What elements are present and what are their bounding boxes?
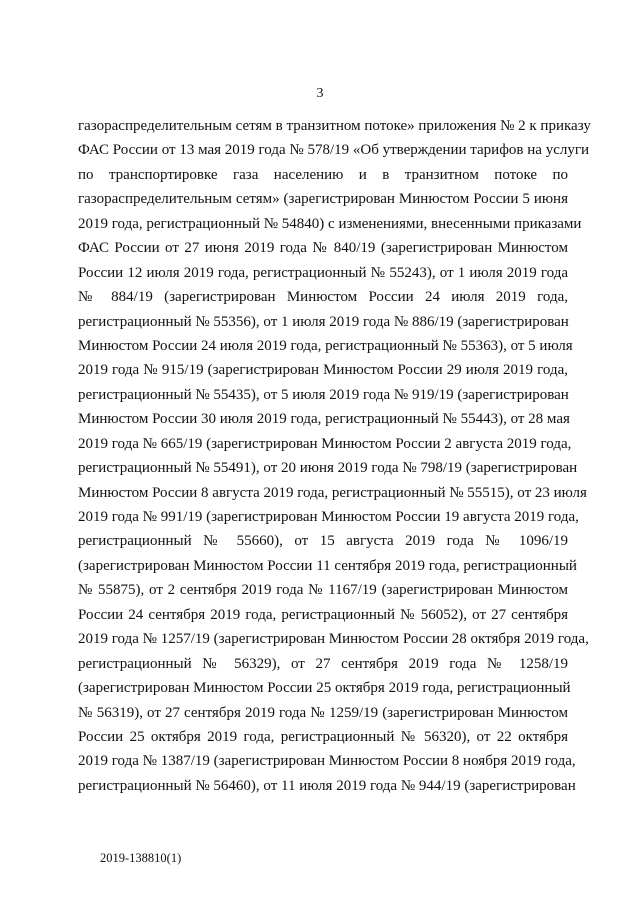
text-line: (зарегистрирован Минюстом России 25 октября 2019 года, регистрационный bbox=[78, 680, 571, 697]
text-line: регистрационный № 55491), от 20 июня 2019 года № 798/19 (зарегистрирован bbox=[78, 460, 578, 477]
text-line: Минюстом России 8 августа 2019 года, регистрационный № 55515), от 23 июля bbox=[78, 484, 587, 501]
text-line: № 884/19 (зарегистрирован Минюстом России 24 июля 2019 года, bbox=[78, 289, 568, 306]
text-line: ФАС России от 13 мая 2019 года № 578/19 «Об утверждении тарифов на услуги bbox=[78, 142, 590, 159]
text-line: газораспределительным сетям в транзитном потоке» приложения № 2 к приказу bbox=[78, 118, 591, 134]
text-line: регистрационный № 55660), от 15 августа 2019 года № 1096/19 bbox=[78, 533, 568, 550]
text-line: ФАС России от 27 июня 2019 года № 840/19 (зарегистрирован Минюстом bbox=[78, 240, 568, 257]
text-line: регистрационный № 56329), от 27 сентября 2019 года № 1258/19 bbox=[78, 655, 568, 672]
text-line: регистрационный № 55356), от 1 июля 2019 года № 886/19 (зарегистрирован bbox=[78, 313, 569, 330]
document-code: 2019-138810(1) bbox=[100, 851, 182, 865]
text-line: № 55875), от 2 сентября 2019 года № 1167/19 (зарегистрирован Минюстом bbox=[78, 582, 568, 599]
text-line: 2019 года № 991/19 (зарегистрирован Минюстом России 19 августа 2019 года, bbox=[78, 509, 579, 525]
text-line: 2019 года № 1257/19 (зарегистрирован Минюстом России 28 октября 2019 года, bbox=[78, 631, 589, 648]
page-number: 3 bbox=[316, 86, 324, 101]
text-line: России 25 октября 2019 года, регистрационный № 56320), от 22 октября bbox=[78, 728, 568, 745]
text-line: Минюстом России 24 июля 2019 года, регистрационный № 55363), от 5 июля bbox=[78, 337, 573, 354]
text-line: № 56319), от 27 сентября 2019 года № 1259/19 (зарегистрирован Минюстом bbox=[78, 704, 568, 721]
text-line: 2019 года № 665/19 (зарегистрирован Минюстом России 2 августа 2019 года, bbox=[78, 435, 572, 452]
text-line: газораспределительным сетям» (зарегистрирован Минюстом России 5 июня bbox=[78, 191, 568, 208]
text-line: 2019 года № 1387/19 (зарегистрирован Минюстом России 8 ноября 2019 года, bbox=[78, 753, 576, 770]
text-line: по транспортировке газа населению и в транзитном потоке по bbox=[78, 166, 568, 183]
text-line: регистрационный № 55435), от 5 июля 2019 года № 919/19 (зарегистрирован bbox=[78, 386, 569, 403]
text-line: (зарегистрирован Минюстом России 11 сентября 2019 года, регистрационный bbox=[78, 557, 577, 574]
text-line: России 12 июля 2019 года, регистрационный № 55243), от 1 июля 2019 года bbox=[78, 264, 568, 281]
text-line: 2019 года, регистрационный № 54840) с изменениями, внесенными приказами bbox=[78, 215, 582, 232]
text-line: регистрационный № 56460), от 11 июля 2019 года № 944/19 (зарегистрирован bbox=[78, 777, 576, 794]
text-line: Минюстом России 30 июля 2019 года, регистрационный № 55443), от 28 мая bbox=[78, 411, 570, 428]
text-line: 2019 года № 915/19 (зарегистрирован Минюстом России 29 июля 2019 года, bbox=[78, 362, 568, 379]
text-line: России 24 сентября 2019 года, регистрационный № 56052), от 27 сентября bbox=[78, 606, 568, 623]
body-text bbox=[78, 114, 591, 798]
